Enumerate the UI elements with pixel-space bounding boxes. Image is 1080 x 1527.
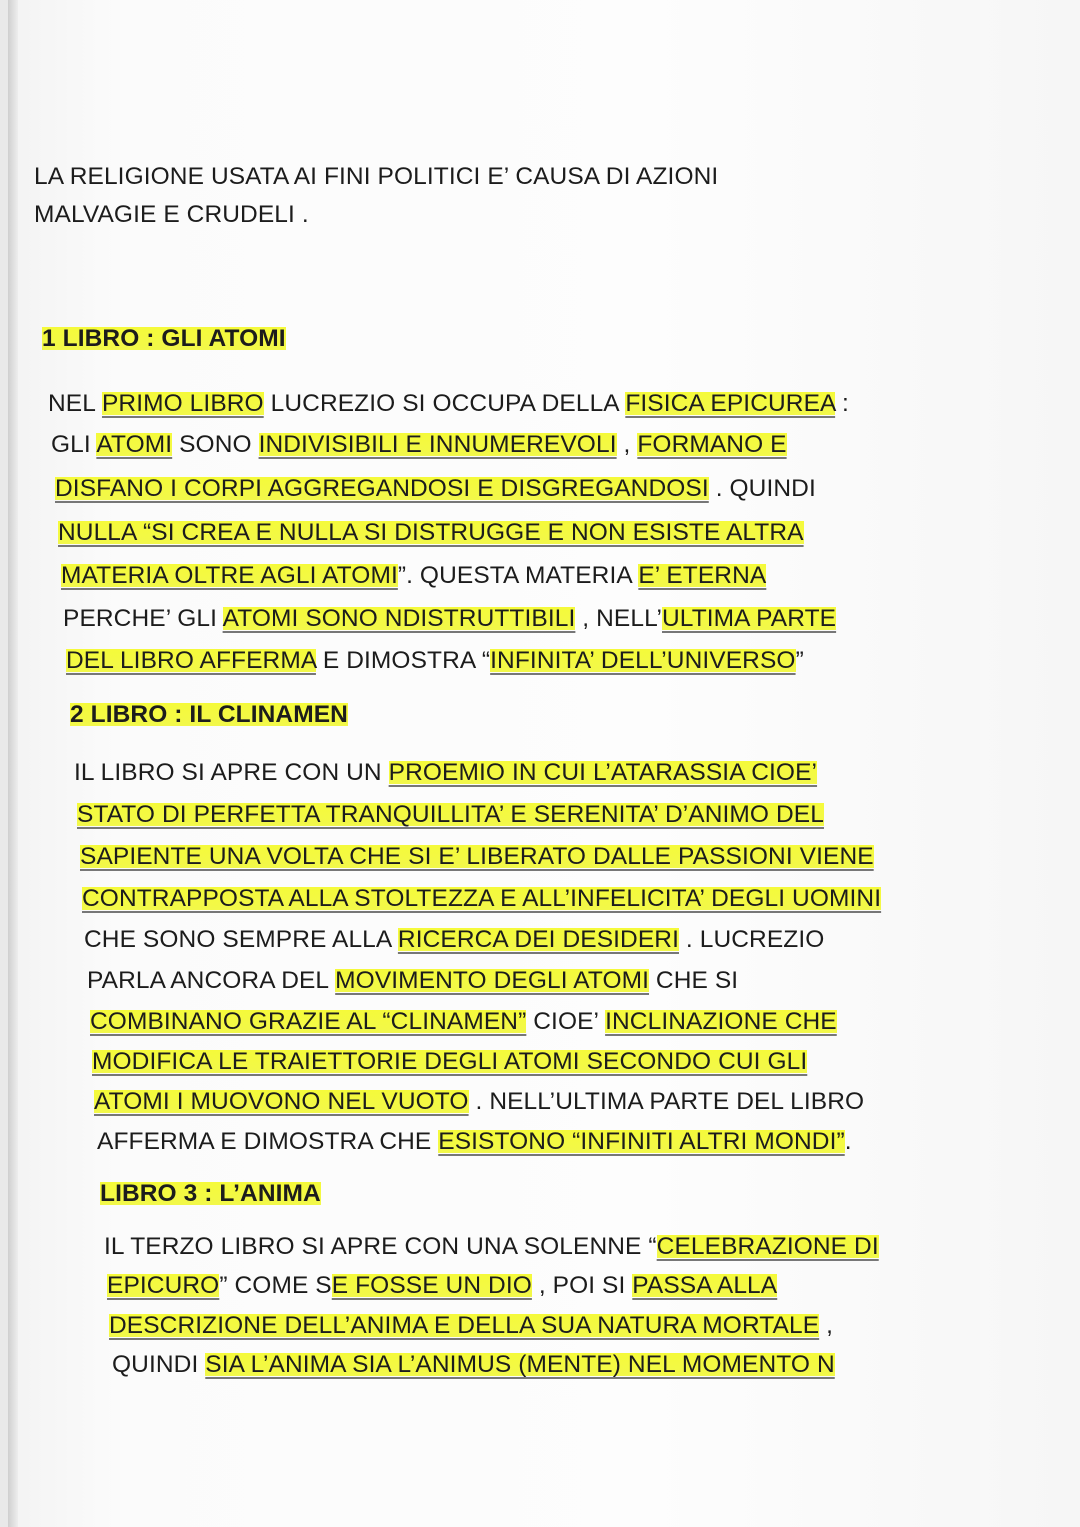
plain-text: ” COME S xyxy=(219,1272,332,1299)
text-line xyxy=(63,605,836,633)
highlighted-text: E FOSSE UN DIO xyxy=(331,1272,532,1299)
plain-text: MALVAGIE E CRUDELI . xyxy=(34,201,309,228)
highlighted-text: CELEBRAZIONE DI xyxy=(656,1233,879,1260)
highlighted-text: MATERIA OLTRE AGLI ATOMI xyxy=(61,562,398,589)
plain-text: ”. QUESTA MATERIA xyxy=(397,562,639,589)
highlighted-text: FORMANO E xyxy=(637,431,787,458)
plain-text: , xyxy=(616,431,638,458)
text-line xyxy=(109,1312,833,1340)
plain-text: IL TERZO LIBRO SI APRE CON UNA SOLENNE “ xyxy=(104,1233,657,1260)
plain-text: ” xyxy=(795,647,804,674)
plain-text: . QUINDI xyxy=(708,475,816,502)
page-edge-shadow xyxy=(8,0,18,1527)
text-line xyxy=(80,843,874,871)
text-line xyxy=(51,431,787,459)
text-line xyxy=(97,1128,852,1156)
text-line xyxy=(48,390,849,418)
highlighted-text: EPICURO xyxy=(107,1272,220,1299)
plain-text: NEL xyxy=(48,390,102,417)
highlighted-text: DEL LIBRO AFFERMA xyxy=(66,647,316,674)
plain-text: . LUCREZIO xyxy=(679,926,825,953)
section-heading xyxy=(70,701,348,729)
plain-text: . xyxy=(844,1128,852,1155)
highlighted-text: 1 LIBRO : GLI ATOMI xyxy=(42,325,286,352)
highlighted-text: MOVIMENTO DEGLI ATOMI xyxy=(335,967,650,994)
plain-text: SONO xyxy=(172,431,259,458)
text-line xyxy=(66,647,804,675)
highlighted-text: ULTIMA PARTE xyxy=(662,605,837,632)
highlighted-text: INDIVISIBILI E INNUMEREVOLI xyxy=(258,431,617,458)
plain-text: , xyxy=(819,1312,833,1339)
text-line xyxy=(87,967,738,995)
highlighted-text: SAPIENTE UNA VOLTA CHE SI E’ LIBERATO DALLE PASSIONI VIENE xyxy=(80,843,874,870)
section-heading xyxy=(100,1180,321,1208)
highlighted-text: COMBINANO GRAZIE AL “CLINAMEN” xyxy=(90,1008,527,1035)
text-line xyxy=(82,885,881,913)
text-line xyxy=(34,201,309,229)
plain-text: QUINDI xyxy=(112,1351,206,1378)
text-line xyxy=(92,1048,807,1076)
highlighted-text: MODIFICA LE TRAIETTORIE DEGLI ATOMI SECONDO CUI GLI xyxy=(92,1048,808,1075)
plain-text: , NELL’ xyxy=(575,605,662,632)
plain-text: CIOE’ xyxy=(526,1008,606,1035)
highlighted-text: ATOMI SONO NDISTRUTTIBILI xyxy=(222,605,576,632)
highlighted-text: 2 LIBRO : IL CLINAMEN xyxy=(70,701,348,728)
highlighted-text: NULLA “SI CREA E NULLA SI DISTRUGGE E NON ESISTE ALTRA xyxy=(58,519,804,546)
highlighted-text: DESCRIZIONE DELL’ANIMA E DELLA SUA NATURA MORTALE xyxy=(109,1312,820,1339)
text-line xyxy=(94,1088,864,1116)
plain-text: AFFERMA E DIMOSTRA CHE xyxy=(97,1128,439,1155)
highlighted-text: ATOMI I MUOVONO NEL VUOTO xyxy=(94,1088,469,1115)
text-line xyxy=(90,1008,837,1036)
text-line xyxy=(104,1233,879,1261)
plain-text: PERCHE’ GLI xyxy=(63,605,223,632)
highlighted-text: ESISTONO “INFINITI ALTRI MONDI” xyxy=(438,1128,845,1155)
plain-text: : xyxy=(835,390,849,417)
highlighted-text: PROEMIO IN CUI L’ATARASSIA CIOE’ xyxy=(388,759,818,786)
highlighted-text: SIA L’ANIMA SIA L’ANIMUS (MENTE) NEL MOMENTO N xyxy=(205,1351,835,1378)
highlighted-text: FISICA EPICUREA xyxy=(625,390,836,417)
plain-text: GLI xyxy=(51,431,97,458)
plain-text: , POI SI xyxy=(531,1272,633,1299)
highlighted-text: PASSA ALLA xyxy=(632,1272,778,1299)
plain-text: CHE SI xyxy=(649,967,739,994)
plain-text: LA RELIGIONE USATA AI FINI POLITICI E’ CAUSA DI AZIONI xyxy=(34,163,719,190)
text-line xyxy=(58,519,804,547)
text-line xyxy=(84,926,824,954)
highlighted-text: ATOMI xyxy=(96,431,173,458)
text-line xyxy=(74,759,817,787)
plain-text: CHE SONO SEMPRE ALLA xyxy=(84,926,398,953)
highlighted-text: RICERCA DEI DESIDERI xyxy=(397,926,679,953)
section-heading xyxy=(42,325,286,353)
plain-text: LUCREZIO SI OCCUPA DELLA xyxy=(263,390,626,417)
text-line xyxy=(77,801,824,829)
text-line xyxy=(34,163,718,191)
plain-text: E DIMOSTRA “ xyxy=(315,647,491,674)
plain-text: IL LIBRO SI APRE CON UN xyxy=(74,759,389,786)
text-line xyxy=(107,1272,777,1300)
text-line xyxy=(55,475,816,503)
highlighted-text: DISFANO I CORPI AGGREGANDOSI E DISGREGANDOSI xyxy=(55,475,709,502)
plain-text: . NELL’ULTIMA PARTE DEL LIBRO xyxy=(468,1088,865,1115)
document-page xyxy=(8,0,1080,1527)
highlighted-text: CONTRAPPOSTA ALLA STOLTEZZA E ALL’INFELICITA’ DEGLI UOMINI xyxy=(82,885,882,912)
highlighted-text: INCLINAZIONE CHE xyxy=(605,1008,837,1035)
highlighted-text: STATO DI PERFETTA TRANQUILLITA’ E SERENITA’ D’ANIMO DEL xyxy=(77,801,824,828)
highlighted-text: INFINITA’ DELL’UNIVERSO xyxy=(490,647,796,674)
highlighted-text: PRIMO LIBRO xyxy=(101,390,264,417)
highlighted-text: LIBRO 3 : L’ANIMA xyxy=(100,1180,321,1207)
text-line xyxy=(61,562,766,590)
plain-text: PARLA ANCORA DEL xyxy=(87,967,336,994)
text-line xyxy=(112,1351,835,1379)
highlighted-text: E’ ETERNA xyxy=(638,562,767,589)
